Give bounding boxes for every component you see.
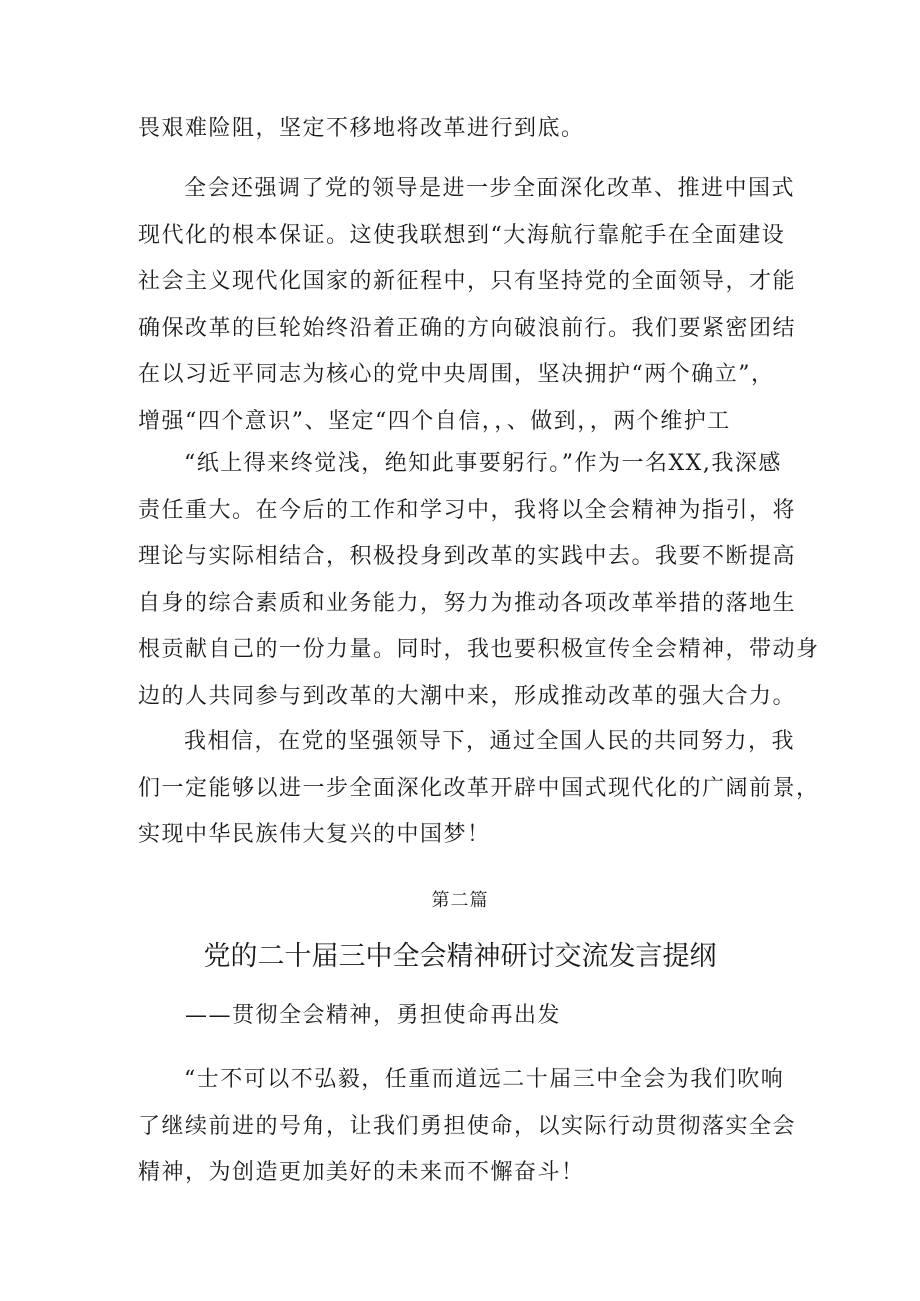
paragraph-line: 全会还强调了党的领导是进一步全面深化改革、推进中国式 bbox=[184, 176, 796, 201]
paragraph-line: 增强“四个意识”、坚定“四个自信，，、做到，，两个维护工 bbox=[138, 408, 731, 434]
paragraph-line: 边的人共同参与到改革的大潮中来，形成推动改革的强大合力。 bbox=[138, 683, 797, 709]
paragraph-line: 我相信，在党的坚强领导下，通过全国人民的共同努力，我 bbox=[184, 729, 796, 754]
paragraph-3 bbox=[138, 441, 820, 720]
section-label: 第二篇 bbox=[431, 890, 489, 911]
paragraph-1 bbox=[138, 106, 792, 153]
paragraph-line: “纸上得来终觉浅，绝知此事要躬行。”作为一名XX,我深感 bbox=[184, 451, 782, 476]
paragraph-4 bbox=[138, 719, 820, 859]
paragraph-line: 社会主义现代化国家的新征程中，只有坚持党的全面领导，才能 bbox=[138, 269, 797, 294]
paragraph-line: 实现中华民族伟大复兴的中国梦！ bbox=[138, 822, 491, 847]
paragraph-line: 了继续前进的号角，让我们勇担使命，以实际行动贯彻落实全会 bbox=[138, 1113, 797, 1139]
paragraph-2 bbox=[138, 166, 797, 445]
paragraph-line: 责任重大。在今后的工作和学习中，我将以全会精神为指引，将 bbox=[138, 497, 797, 523]
paragraph-line: 自身的综合素质和业务能力，努力为推动各项改革举措的落地生 bbox=[138, 590, 797, 616]
paragraph-line: 们一定能够以进一步全面深化改革开辟中国式现代化的广阔前景， bbox=[138, 775, 820, 801]
paragraph-line: 现代化的根本保证。这使我联想到“大海航行靠舵手在全面建设 bbox=[138, 222, 786, 248]
paragraph-5 bbox=[138, 1057, 797, 1197]
paragraph-line: 理论与实际相结合，积极投身到改革的实践中去。我要不断提高 bbox=[138, 544, 797, 569]
section-subtitle: ——贯彻全会精神，勇担使命再出发 bbox=[185, 1003, 562, 1028]
paragraph-line: 精神，为创造更加美好的未来而不懈奋斗！ bbox=[138, 1160, 585, 1185]
paragraph-line: 在以习近平同志为核心的党中央周围，坚决拥护“两个确立”， bbox=[138, 362, 775, 387]
paragraph-line: 根贡献自己的一份力量。同时，我也要积极宣传全会精神，带动身 bbox=[138, 637, 820, 662]
section-title: 党的二十届三中全会精神研讨交流发言提纲 bbox=[203, 941, 717, 972]
paragraph-line: 畏艰难险阻，坚定不移地将改革进行到底。 bbox=[138, 116, 585, 141]
paragraph-line: 确保改革的巨轮始终沿着正确的方向破浪前行。我们要紧密团结 bbox=[138, 315, 797, 341]
paragraph-line: “士不可以不弘毅，任重而道远二十届三中全会为我们吹响 bbox=[184, 1067, 785, 1092]
